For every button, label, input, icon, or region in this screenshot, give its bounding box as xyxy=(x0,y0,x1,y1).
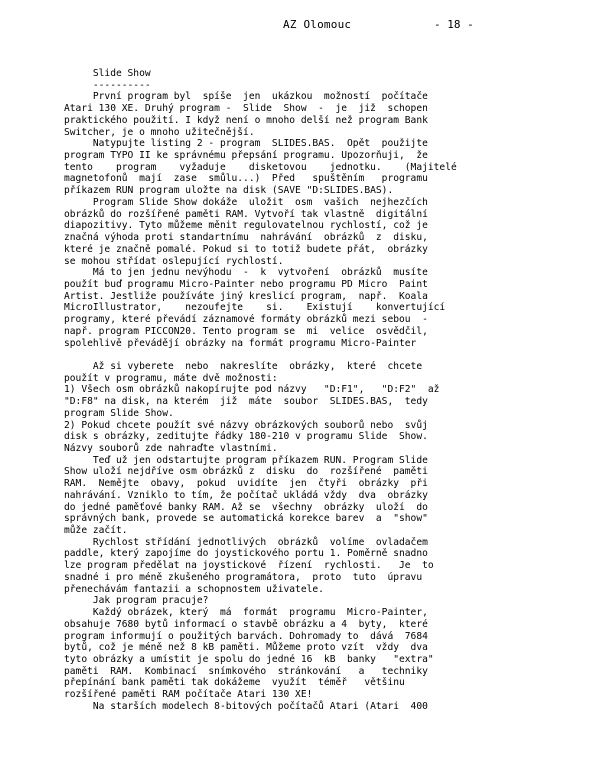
text-line: snadné i pro méně zkušeného programátora, proto tuto úpravu xyxy=(64,571,423,583)
text-line: lze program předělat na joystickové řízení rychlosti. Je to xyxy=(64,560,434,572)
text-line: Až si vyberete nebo nakreslíte obrázky, které chcete xyxy=(64,360,423,372)
text-line: Každý obrázek, který má formát programu Micro-Painter, xyxy=(64,607,428,619)
text-line: MicroIllustrator, nezoufejte si. Existují konvertující xyxy=(64,302,446,314)
text-line: příkazem RUN program uložte na disk (SAVE "D:SLIDES.BAS). xyxy=(64,185,394,197)
text-line: přepínání bank paměti tak dokážeme využít téměř většinu xyxy=(64,677,405,689)
article-body xyxy=(64,68,540,713)
text-line: magnetofonů mají zase smůlu...) Před spuštěním programu xyxy=(64,173,428,185)
text-line: Má to jen jednu nevýhodu - k vytvoření obrázků musíte xyxy=(64,267,428,279)
text-line: obsahuje 7680 bytů informací o stavbě obrázku a 4 byty, které xyxy=(64,618,428,630)
text-line: rozšířené paměti RAM počítače Atari 130 XE! xyxy=(64,689,313,701)
text-line: Rychlost střídání jednotlivých obrázků volíme ovladačem xyxy=(64,536,428,548)
text-line: Natypujte listing 2 - program SLIDES.BAS. Opět použijte xyxy=(64,138,428,150)
text-line: Názvy souborů zde nahraďte vlastními. xyxy=(64,443,278,454)
text-line: které je značně pomalé. Pokud si to totiž budete přát, obrázky xyxy=(64,243,428,255)
text-line: Na starších modelech 8-bitových počítačů Atari (Atari 400 xyxy=(64,700,428,712)
text-line: paměti RAM. Kombinací snímkového stránkování a techniky xyxy=(64,665,428,677)
text-line: Program Slide Show dokáže uložit osm vašich nejhezčích xyxy=(64,196,428,208)
text-line: program TYPO II ke správnému přepsání programu. Upozorňuji, že xyxy=(64,150,428,162)
text-line xyxy=(64,349,540,361)
text-line: bytů, což je méně než 8 kB paměti. Můžeme proto vzít vždy dva xyxy=(64,642,428,654)
text-line: 1) Všech osm obrázků nakopírujte pod názvy "D:F1", "D:F2" až xyxy=(64,384,440,396)
text-line: Artist. Jestliže používáte jiný kreslicí program, např. Koala xyxy=(64,290,428,302)
text-line: Slide Show xyxy=(64,68,151,79)
text-line: Switcher, je o mnoho užitečnější. xyxy=(64,126,255,138)
text-line: "D:F8" na disk, na kterém již máte soubor SLIDES.BAS, tedy xyxy=(64,396,428,408)
text-line: program Slide Show. xyxy=(64,407,174,419)
text-line: disk s obrázky, zeditujte řádky 180-210 v programu Slide Show. xyxy=(64,431,428,443)
text-line: tento program vyžaduje disketovou jednotku. (Majitelé xyxy=(64,161,457,173)
text-line: použít buď programu Micro-Painter nebo programu PD Micro Paint xyxy=(64,278,428,290)
text-line: použít v programu, máte dvě možnosti: xyxy=(64,372,278,384)
text-line: přenechávám fantazii a schopnostem uživatele. xyxy=(64,583,324,595)
text-line: praktického použití. I když není o mnoho delší než program Bank xyxy=(64,114,428,126)
text-line: Show uloží nejdříve osm obrázků z disku do rozšířené paměti xyxy=(64,466,428,478)
text-line: spolehlivě převádějí obrázky na formát programu Micro-Painter xyxy=(64,337,417,349)
text-line: obrázků do rozšířené paměti RAM. Vytvoří tak vlastně digitální xyxy=(64,208,428,220)
text-line: RAM. Nemějte obavy, pokud uvidíte jen čtyři obrázky při xyxy=(64,478,428,490)
text-line: Jak program pracuje? xyxy=(64,595,209,607)
text-line: paddle, který zapojíme do joystickového portu 1. Poměrně snadno xyxy=(64,548,428,560)
text-line: tyto obrázky a umístit je spolu do jedné 16 kB banky "extra" xyxy=(64,653,434,665)
text-line: diapozitivy. Tyto můžeme měnit regulovatelnou rychlostí, což je xyxy=(64,220,428,232)
text-line: správných bank, provede se automatická korekce barev a "show" xyxy=(64,513,428,525)
text-line: program informují o použitých barvách. Dohromady to dává 7684 xyxy=(64,630,428,642)
text-line: značná výhoda proti standartnímu nahrávání obrázků z disku, xyxy=(64,232,428,244)
text-line: se mohou střídat oslepující rychlostí. xyxy=(64,255,284,267)
text-line: může začít. xyxy=(64,525,128,537)
text-line: 2) Pokud chcete použít své názvy obrázkových souborů nebo svůj xyxy=(64,419,428,431)
text-line: ---------- xyxy=(64,79,151,91)
page-number: - 18 - xyxy=(434,18,474,31)
text-line: programy, které převádí záznamové formáty obrázků mezi sebou - xyxy=(64,314,428,326)
text-line: Teď už jen odstartujte program příkazem RUN. Program Slide xyxy=(64,454,428,466)
header-title: AZ Olomouc xyxy=(283,18,352,31)
text-line: První program byl spíše jen ukázkou možností počítače xyxy=(64,91,428,103)
text-line: např. program PICCON20. Tento program se mi velice osvědčil, xyxy=(64,325,428,337)
text-line: do jedné paměťové banky RAM. Až se všechny obrázky uloží do xyxy=(64,501,428,513)
text-line: Atari 130 XE. Druhý program - Slide Show - je již schopen xyxy=(64,103,428,115)
text-line: nahrávání. Vzniklo to tím, že počítač ukládá vždy dva obrázky xyxy=(64,489,428,501)
